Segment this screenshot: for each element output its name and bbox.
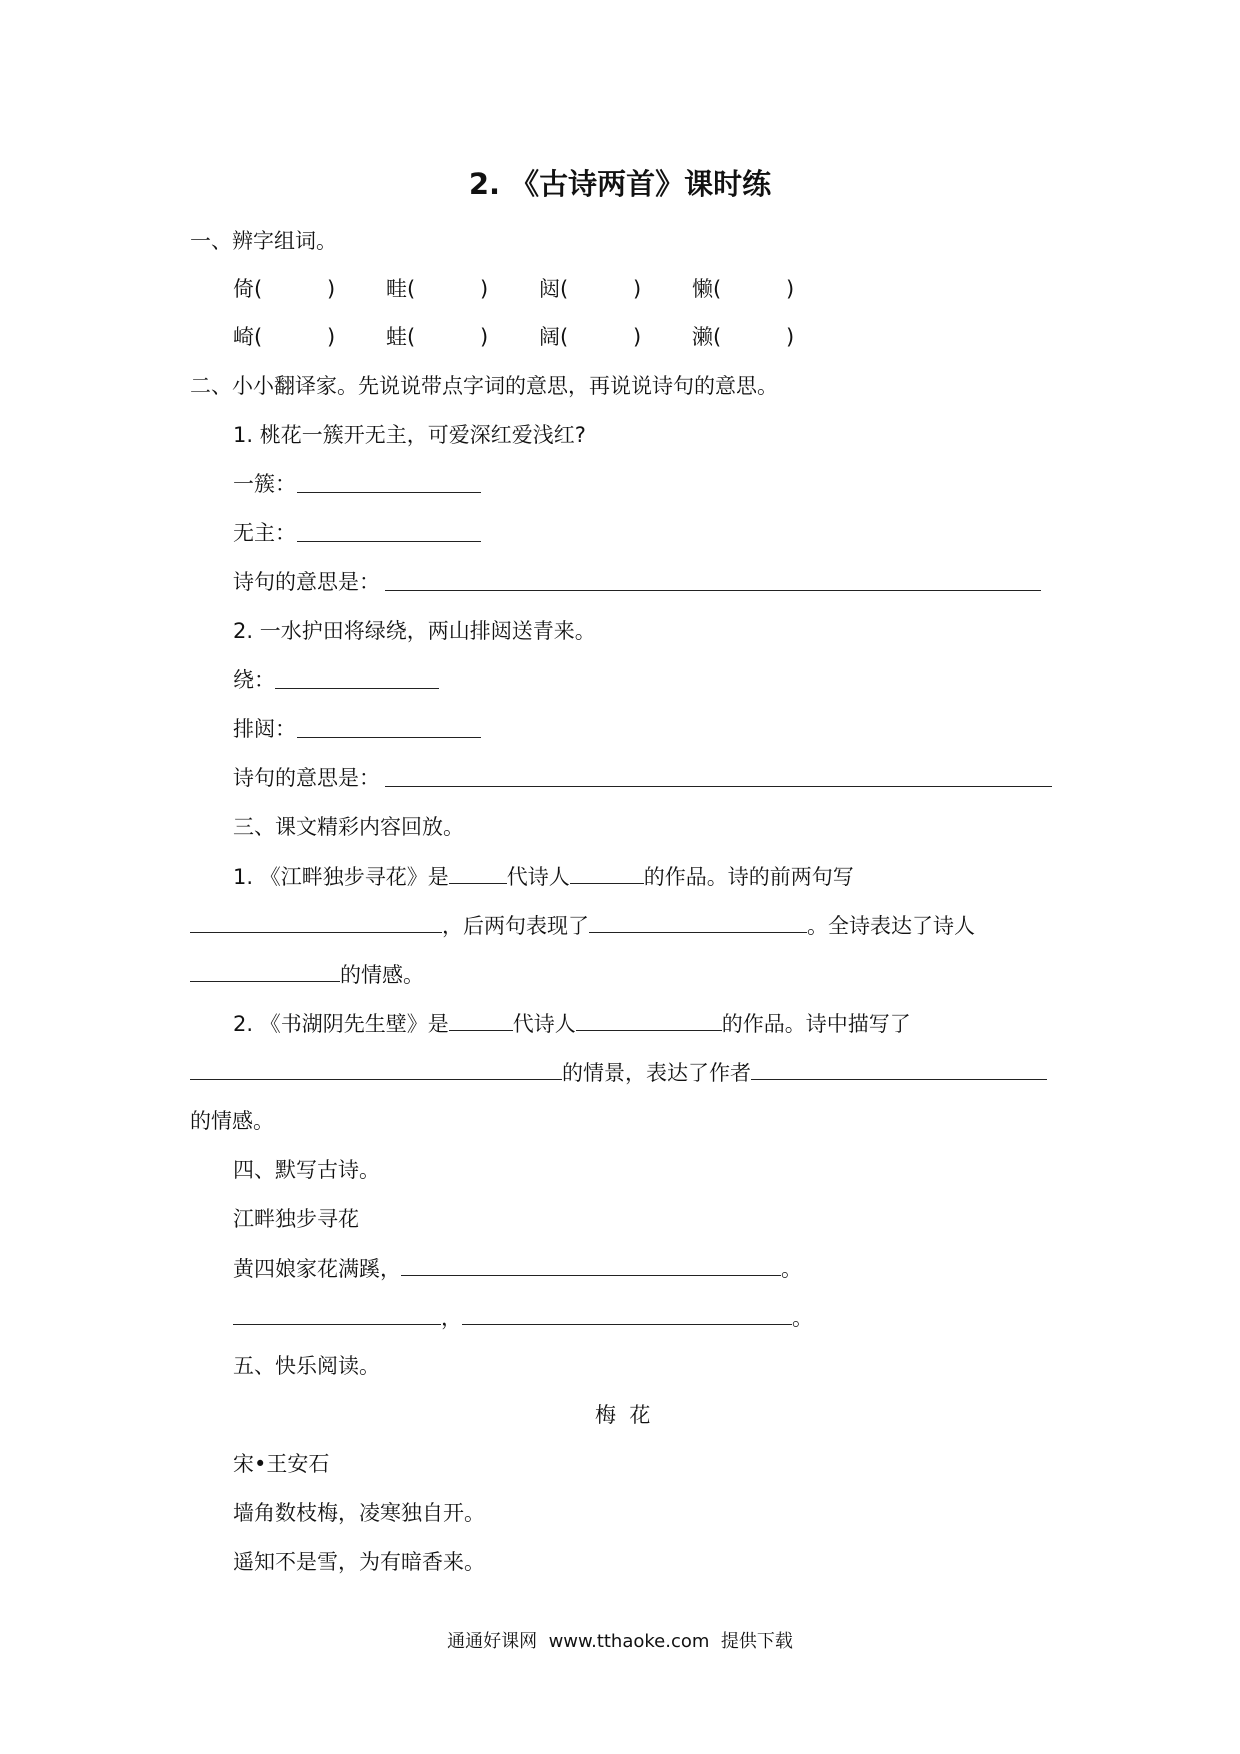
label-meaning: 诗句的意思是： [233, 766, 380, 790]
question-3-1-line3 [190, 961, 424, 988]
text: 的作品。诗中描写了 [721, 1012, 911, 1036]
footer: 通通好课网 www.tthaoke.com 提供下载 [447, 1631, 793, 1652]
answer-line[interactable] [576, 1010, 722, 1031]
answer-line[interactable] [190, 961, 340, 982]
answer-line[interactable] [751, 1059, 1047, 1080]
char-item-close: ) [786, 325, 795, 349]
text: 的情感。 [340, 963, 424, 987]
char-item: 崎( [233, 325, 263, 349]
text: 。全诗表达了诗人 [807, 914, 975, 938]
text: 。 [792, 1306, 813, 1330]
char-item-close: ) [480, 325, 489, 349]
text: 的情景，表达了作者 [562, 1061, 751, 1085]
text: 2. 《书湖阴先生壁》是 [233, 1012, 449, 1036]
section-4-heading: 四、默写古诗。 [233, 1158, 380, 1182]
answer-line[interactable] [401, 1255, 781, 1276]
text: ， [441, 1306, 462, 1330]
answer-line[interactable] [297, 541, 481, 542]
text: 黄四娘家花满蹊， [233, 1257, 401, 1281]
char-item: 蛙( [386, 325, 416, 349]
text: ，后两句表现了 [442, 914, 589, 938]
text: 。 [781, 1257, 802, 1281]
answer-line[interactable] [297, 737, 481, 738]
section-2-heading: 二、小小翻译家。先说说带点字词的意思，再说说诗句的意思。 [190, 374, 778, 398]
poem-line-1 [233, 1255, 802, 1282]
char-item-close: ) [786, 277, 795, 301]
answer-line[interactable] [449, 863, 507, 884]
section-1-heading: 一、辨字组词。 [190, 229, 337, 253]
char-item: 倚( [233, 277, 263, 301]
char-item-close: ) [633, 277, 642, 301]
question-3-2-line2 [190, 1059, 1047, 1086]
char-item-close: ) [327, 325, 336, 349]
answer-line[interactable] [385, 590, 1041, 591]
answer-line[interactable] [462, 1304, 792, 1325]
char-item: 濑( [692, 325, 722, 349]
section-3-heading: 三、课文精彩内容回放。 [233, 815, 464, 839]
label-meaning: 诗句的意思是： [233, 570, 380, 594]
char-item: 懒( [692, 277, 722, 301]
text: 代诗人 [512, 1012, 576, 1036]
question-3-2-line1 [233, 1010, 911, 1037]
char-item-close: ) [327, 277, 336, 301]
text: 的作品。诗的前两句写 [643, 865, 854, 889]
reading-poem-line-2: 遥知不是雪，为有暗香来。 [233, 1550, 485, 1574]
char-item: 畦( [386, 277, 416, 301]
answer-line[interactable] [385, 786, 1052, 787]
answer-line[interactable] [570, 863, 644, 884]
poem-title: 江畔独步寻花 [233, 1207, 359, 1231]
question-2-2: 2. 一水护田将绿绕，两山排闼送青来。 [233, 619, 596, 643]
answer-line[interactable] [275, 688, 439, 689]
label-paita: 排闼： [233, 717, 296, 741]
answer-line[interactable] [297, 492, 481, 493]
reading-poem-title: 梅 花 [595, 1403, 651, 1427]
question-3-1-line1 [233, 863, 854, 890]
question-3-2-line3: 的情感。 [190, 1109, 274, 1133]
answer-line[interactable] [190, 1059, 562, 1080]
label-rao: 绕： [233, 668, 275, 692]
poem-author: 宋•王安石 [233, 1452, 330, 1476]
char-item: 闼( [539, 277, 569, 301]
char-item: 阔( [539, 325, 569, 349]
answer-line[interactable] [233, 1304, 441, 1325]
char-item-close: ) [480, 277, 489, 301]
text: 代诗人 [506, 865, 570, 889]
poem-line-2 [233, 1304, 813, 1331]
answer-line[interactable] [589, 912, 807, 933]
label-yicu: 一簇： [233, 472, 296, 496]
question-2-1: 1. 桃花一簇开无主，可爱深红爱浅红? [233, 423, 586, 447]
answer-line[interactable] [190, 912, 442, 933]
label-wuzhu: 无主： [233, 521, 296, 545]
text: 1. 《江畔独步寻花》是 [233, 865, 449, 889]
section-5-heading: 五、快乐阅读。 [233, 1354, 380, 1378]
answer-line[interactable] [449, 1010, 513, 1031]
question-3-1-line2 [190, 912, 975, 939]
reading-poem-line-1: 墙角数枝梅，凌寒独自开。 [233, 1501, 485, 1525]
page-title: 2. 《古诗两首》课时练 [468, 167, 772, 201]
char-item-close: ) [633, 325, 642, 349]
